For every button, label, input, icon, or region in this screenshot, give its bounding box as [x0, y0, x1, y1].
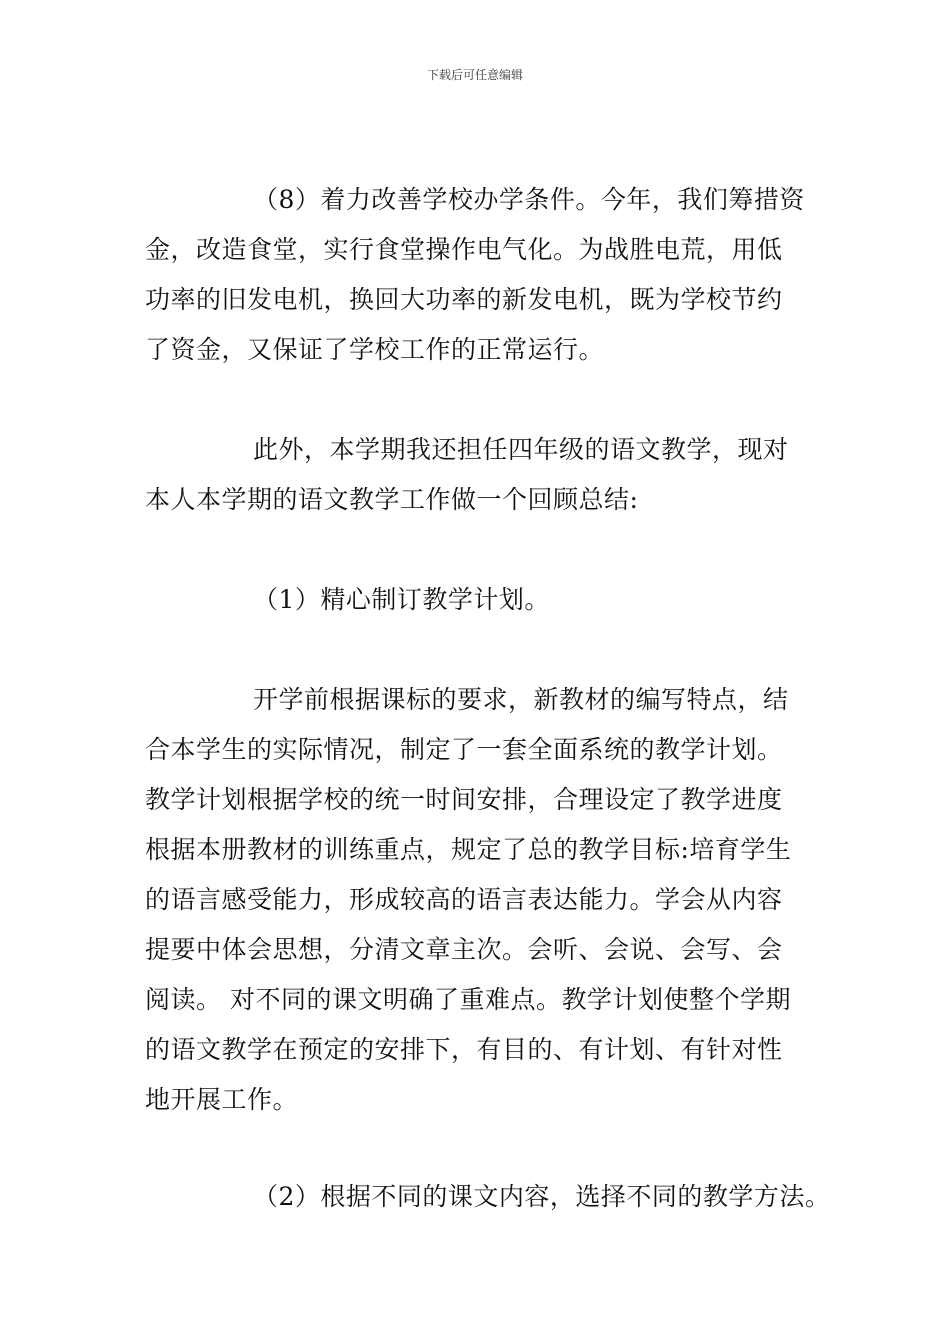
page-header: 下载后可任意编辑 [426, 68, 523, 82]
text-line: 本人本学期的语文教学工作做一个回顾总结: [145, 485, 639, 514]
text-line: 合本学生的实际情况，制定了一套全面系统的教学计划。 [145, 735, 783, 764]
paragraph-school-conditions [145, 175, 810, 375]
text-line: 了资金，又保证了学校工作的正常运行。 [145, 335, 605, 364]
text-line: 教学计划根据学校的统一时间安排，合理设定了教学进度 [145, 785, 783, 814]
text-line: 金，改造食堂，实行食堂操作电气化。为战胜电荒，用低 [145, 235, 783, 264]
text-line: 的语言感受能力，形成较高的语言表达能力。学会从内容 [145, 885, 783, 914]
section-heading-teaching-methods [145, 1172, 831, 1222]
paragraph-teaching-summary-intro [145, 425, 810, 525]
text-line: 此外，本学期我还担任四年级的语文教学，现对 [253, 435, 789, 464]
text-line: 开学前根据课标的要求，新教材的编写特点，结 [253, 685, 789, 714]
text-line: 阅读。 对不同的课文明确了重难点。教学计划使整个学期 [145, 985, 791, 1014]
paragraph-teaching-plan-body [145, 675, 810, 1125]
section-heading-teaching-plan [145, 575, 810, 625]
text-line: 的语文教学在预定的安排下，有目的、有计划、有针对性 [145, 1035, 783, 1064]
text-line: （8）着力改善学校办学条件。今年，我们筹措资 [253, 185, 805, 214]
text-line: 提要中体会思想，分清文章主次。会听、会说、会写、会 [145, 935, 783, 964]
text-line: 根据本册教材的训练重点，规定了总的教学目标:培育学生 [145, 835, 792, 864]
text-line: 功率的旧发电机，换回大功率的新发电机，既为学校节约 [145, 285, 783, 314]
text-line: （2）根据不同的课文内容，选择不同的教学方法。 [253, 1182, 831, 1211]
text-line: （1）精心制订教学计划。 [253, 585, 550, 614]
text-line: 地开展工作。 [145, 1085, 299, 1114]
